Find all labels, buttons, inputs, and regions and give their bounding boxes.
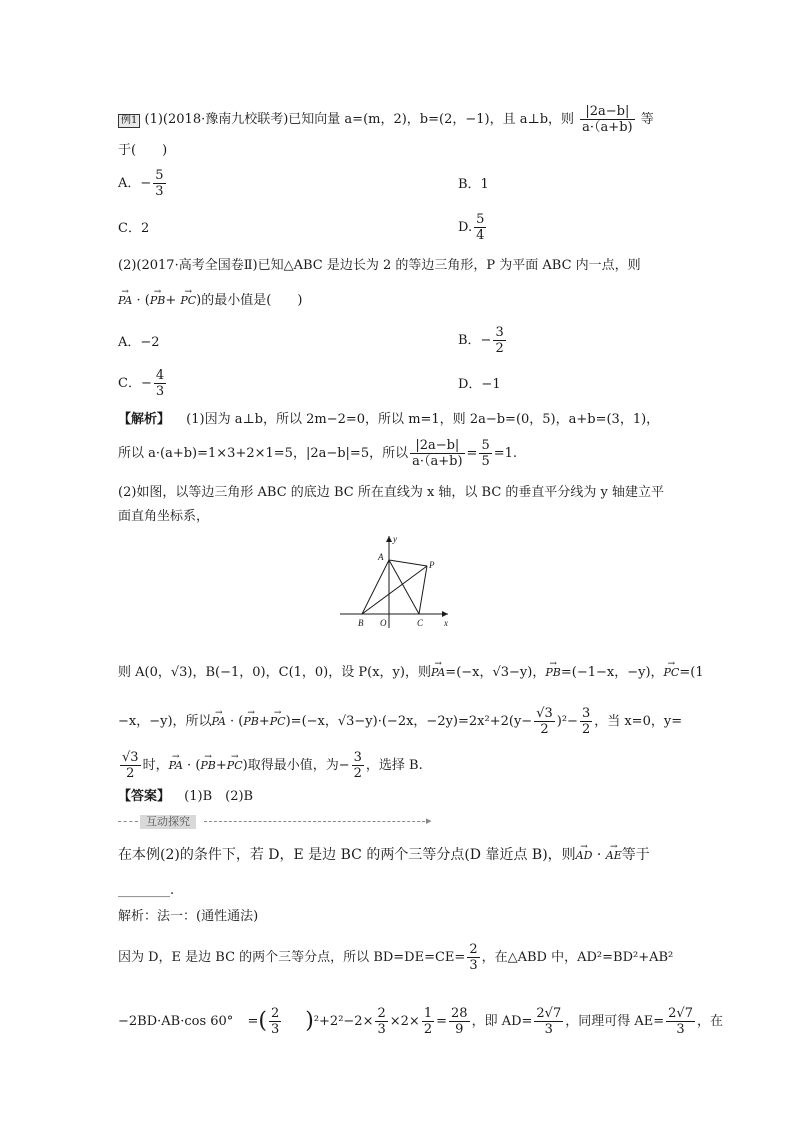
question-1-tail: 等: [640, 112, 654, 127]
analysis-line-4: 面直角坐标系，: [118, 509, 210, 524]
label-y: y: [393, 534, 397, 544]
option-1a: [118, 168, 168, 199]
close-paren: ): [305, 1008, 314, 1034]
fraction-numerator: 4: [155, 368, 165, 383]
question-2-line-1: (2)(2017·高考全国卷Ⅱ)已知△ABC 是边长为 2 的等边三角形，P 为平面 ABC 内一点，则: [118, 258, 641, 273]
solution-text: ×2×: [389, 1014, 420, 1029]
derivation-text: =(1: [679, 665, 704, 680]
label-o: O: [380, 618, 387, 628]
derivation-text: ，当 x=0，y=: [594, 714, 683, 729]
fraction-denominator: a·（a+b): [582, 120, 633, 135]
fraction-numerator: 3: [495, 325, 504, 340]
fraction-numerator: √3: [122, 750, 139, 765]
label-b: B: [358, 618, 364, 628]
label-x: x: [444, 618, 448, 628]
solution-fraction: [534, 1006, 563, 1037]
vector-ae: → AE: [606, 847, 622, 865]
analysis-line-3: (2)如图，以等边三角形 ABC 的底边 BC 所在直线为 x 轴，以 BC 的垂直平分线为 y 轴建立平: [118, 485, 665, 500]
derivation-text: =(−x，√3−y)·(−2x，−2y)=2x²+2(y−: [290, 714, 533, 729]
solution-fraction: [375, 1006, 387, 1037]
option-2d: D．−1: [458, 377, 501, 392]
derivation-fraction: [580, 706, 592, 737]
label-a: A: [378, 552, 384, 562]
option-1d: [458, 212, 488, 243]
fraction-numerator: |2a−b|: [580, 104, 634, 120]
fraction-numerator: 2: [270, 1006, 280, 1021]
example-1-line-2: [118, 142, 167, 160]
derivation-line-2: −x，−y)，所以→ PA · (→ PB+→ PC)=(−x，√3−y)·(−2x，−2y)=2x²+2(y− $\frac{√3}{2}$ )²− $\frac{3}{2}$ ，当 x=0，y=: [118, 706, 682, 737]
option-fraction: [493, 325, 505, 356]
derivation-text: −x，−y)，所以: [118, 714, 212, 729]
solution-text: ，同理可得 AE=: [565, 1014, 665, 1029]
fraction-denominator: a·（a+b): [412, 454, 463, 469]
option-2b: [458, 325, 508, 356]
derivation-line-1: [118, 664, 704, 682]
solution-text: ，在△ABD 中，AD²=BD²+AB²: [481, 950, 674, 965]
fraction-denominator: 4: [476, 228, 485, 243]
banner-label: 互动探究: [140, 815, 196, 829]
segment-cp: [419, 566, 427, 614]
derivation-text: =(−x，√3−y)，: [445, 665, 546, 680]
vector-pa: → PA: [212, 713, 226, 731]
analysis-fraction: [479, 438, 491, 469]
vector-pb: → PB: [150, 292, 166, 310]
open-paren: (: [258, 1008, 267, 1034]
fraction-numerator: 2√7: [536, 1006, 562, 1021]
analysis-line-2: [118, 438, 517, 469]
derivation-fraction: [352, 750, 364, 781]
solution-fraction: [467, 942, 479, 973]
derivation-text: ，选择 B.: [365, 758, 423, 773]
analysis-fraction: [410, 438, 464, 469]
banner-arrow-icon: ▸: [426, 814, 432, 827]
fraction-numerator: 2: [469, 942, 478, 957]
banner-dash-right: [204, 821, 430, 822]
fraction-numerator: 3: [353, 750, 362, 765]
fraction-numerator: 5: [155, 168, 164, 183]
answer-text: (1)B (2)B: [184, 789, 254, 804]
example-badge: 例1: [118, 114, 140, 128]
solution-text: ，即 AD=: [471, 1014, 533, 1029]
fraction-numerator: 3: [581, 706, 591, 721]
fraction-denominator: 3: [270, 1022, 280, 1037]
fraction-denominator: 2: [581, 722, 591, 737]
fraction-numerator: 1: [423, 1006, 433, 1021]
solution-fraction: [422, 1006, 434, 1037]
solution-fraction: [269, 1006, 281, 1037]
x-axis-arrow-icon: [442, 611, 448, 617]
banner-dash-left: [118, 821, 138, 822]
solution-line-1: [118, 942, 673, 973]
solution-line-2: [118, 1006, 723, 1037]
analysis-label: 【解析】: [118, 412, 171, 427]
fraction-denominator: 3: [377, 1022, 386, 1037]
question-text: 在本例(2)的条件下，若 D，E 是边 BC 的两个三等分点(D 靠近点 B)，则: [118, 847, 576, 863]
fraction-numerator: |2a−b|: [410, 438, 464, 454]
derivation-line-3: $\frac{√3}{2}$ 时，→ PA · (→ PB+→ PC)取得最小值，为− $\frac{3}{2}$ ，选择 B.: [118, 750, 423, 781]
answer-blank: ________.: [118, 883, 175, 898]
derivation-text: 则 A(0，√3)，B(−1，0)，C(1，0)，设 P(x，y)，则: [118, 665, 431, 680]
fraction-denominator: 3: [155, 384, 165, 399]
vector-pa: → PA: [431, 664, 445, 682]
option-fraction: [153, 168, 165, 199]
option-fraction: [474, 212, 486, 243]
derivation-text: 取得最小值，为−: [247, 758, 350, 773]
fraction-numerator: 5: [481, 438, 490, 453]
label-c: C: [417, 618, 424, 628]
interaction-question: 在本例(2)的条件下，若 D，E 是边 BC 的两个三等分点(D 靠近点 B)，则→ AD · → AE等于: [118, 846, 650, 865]
analysis-text: 所以 a·(a+b)=1×3+2×1=5，|2a−b|=5，所以: [118, 446, 409, 461]
analysis-text: =1.: [493, 446, 518, 461]
fraction-denominator: 2: [423, 1022, 433, 1037]
label-p: P: [429, 560, 435, 570]
segment-bp: [362, 566, 427, 614]
segment-ap: [389, 560, 427, 566]
vector-pc: → PC: [227, 757, 243, 775]
option-fraction: [154, 368, 166, 399]
option-1c: C．2: [118, 221, 150, 236]
option-label: C．−: [118, 376, 152, 391]
vector-pc: → PC: [180, 292, 196, 310]
fraction-numerator: 28: [451, 1006, 468, 1021]
equals-sign: =: [436, 1014, 448, 1029]
vector-pc: → PC: [270, 713, 286, 731]
fraction-denominator: 3: [676, 1022, 685, 1037]
fraction-denominator: 5: [481, 454, 490, 469]
option-2c: [118, 368, 168, 399]
answer-label: 【答案】: [118, 789, 171, 804]
vector-ad: → AD: [576, 847, 593, 865]
question-1-intro: (1)(2018·豫南九校联考)已知向量 a=(m，2)，b=(2，−1)，且 a⊥b，则: [144, 112, 575, 127]
derivation-text: )²−: [556, 714, 578, 729]
fraction-denominator: 3: [544, 1022, 553, 1037]
question-2-line-2: → PA · (→ PB+ → PC)的最小值是( ): [118, 292, 302, 310]
analysis-text: (1)因为 a⊥b，所以 2m−2=0，所以 m=1，则 2a−b=(0，5)，a+b=(3，1)，: [186, 412, 660, 427]
derivation-fraction: [120, 750, 141, 781]
answer-line: [118, 788, 253, 806]
fraction-denominator: 9: [455, 1022, 464, 1037]
option-label: D.: [458, 220, 473, 235]
option-1b: B．1: [458, 177, 489, 192]
vector-pa: → PA: [169, 757, 183, 775]
derivation-text: =(−1−x，−y)，: [560, 665, 664, 680]
equals-sign: =: [247, 1014, 259, 1029]
vector-pa: → PA: [118, 292, 132, 310]
question-1-continuation: 于( ): [118, 143, 168, 158]
solution-text: −2BD·AB·cos 60°: [118, 1014, 234, 1029]
coordinate-figure: [338, 532, 458, 632]
fraction-numerator: 2: [377, 1006, 386, 1021]
fraction-denominator: 2: [540, 722, 549, 737]
solution-title: 解析：法一：(通性通法): [118, 909, 259, 924]
segment-ab: [362, 560, 389, 614]
fraction-denominator: 2: [126, 766, 135, 781]
option-label: A．−: [118, 176, 152, 191]
question-2-text: 的最小值是( ): [201, 293, 303, 308]
fraction-denominator: 3: [155, 184, 164, 199]
y-axis-arrow-icon: [386, 536, 392, 542]
fraction-numerator: 5: [476, 212, 485, 227]
vector-pb: → PB: [545, 664, 561, 682]
analysis-line-1: [118, 411, 659, 429]
example-1-line-1: [118, 104, 654, 135]
fraction-denominator: 2: [495, 341, 504, 356]
interaction-banner: [118, 813, 436, 831]
solution-text: ²+2²−2×: [313, 1014, 374, 1029]
fraction-denominator: 2: [353, 766, 362, 781]
question-1-fraction: [580, 104, 634, 135]
solution-fraction: [449, 1006, 470, 1037]
fraction-numerator: √3: [536, 706, 553, 721]
fraction-denominator: 3: [469, 958, 478, 973]
solution-text: ，在: [696, 1014, 723, 1029]
option-2a: A．−2: [118, 335, 160, 350]
derivation-fraction: [534, 706, 555, 737]
question-tail: 等于: [621, 847, 650, 863]
vector-pc: → PC: [664, 664, 680, 682]
solution-text: 因为 D，E 是边 BC 的两个三等分点，所以 BD=DE=CE=: [118, 950, 466, 965]
segment-ac: [389, 560, 419, 614]
vector-pb: → PB: [200, 757, 216, 775]
solution-fraction: [666, 1006, 695, 1037]
derivation-text: 时，: [142, 758, 169, 773]
vector-pb: → PB: [243, 713, 259, 731]
fraction-numerator: 2√7: [668, 1006, 693, 1021]
equals-sign: =: [466, 446, 478, 461]
option-label: B．−: [458, 333, 492, 348]
